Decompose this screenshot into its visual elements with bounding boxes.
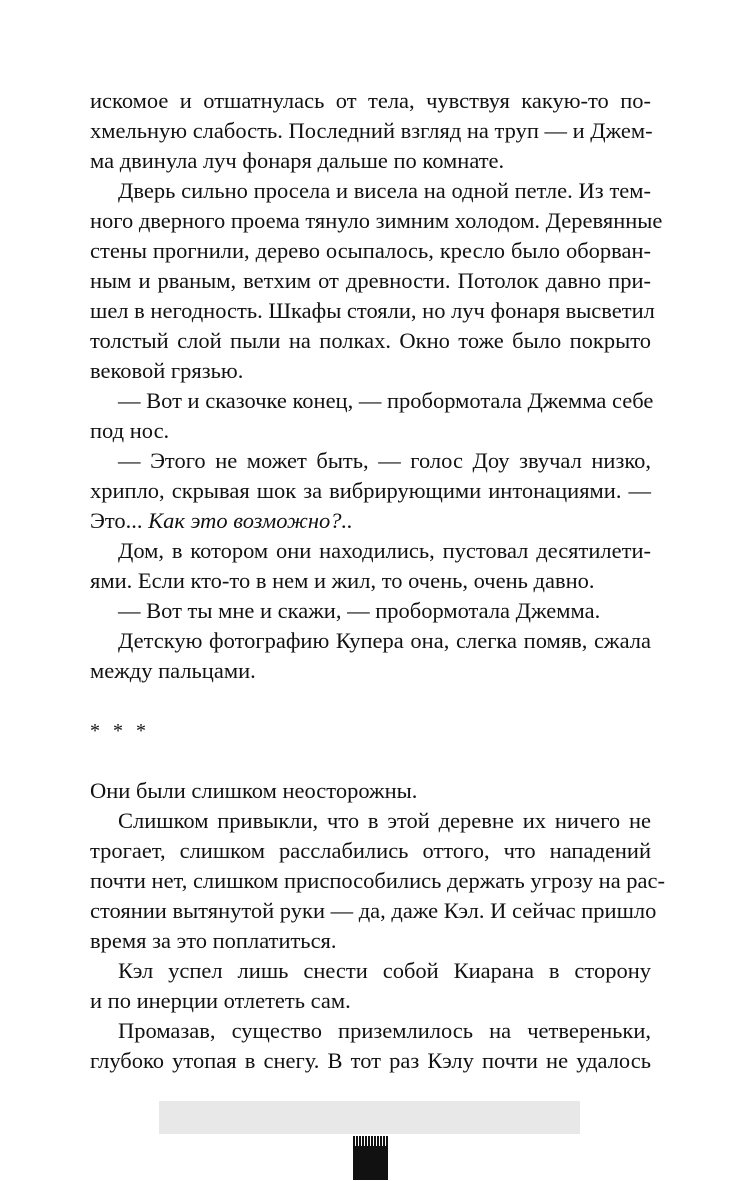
text-line: Дом, в котором они находились, пустовал десятилети- bbox=[118, 538, 651, 563]
printer-mark bbox=[353, 1136, 388, 1180]
footer-gray-band bbox=[159, 1101, 580, 1134]
paragraph-8 bbox=[90, 776, 651, 806]
text-line: Кэл успел лишь снести собой Киарана в сторону bbox=[118, 958, 651, 983]
paragraph-10 bbox=[90, 956, 651, 1016]
text-line: хмельную слабость. Последний взгляд на труп — и Джем- bbox=[90, 118, 653, 143]
text-line: почти нет, слишком приспособились держать угрозу на рас- bbox=[90, 868, 666, 893]
text-line: ного дверного проема тянуло зимним холодом. Деревянные bbox=[90, 208, 663, 233]
text-line: и по инерции отлететь сам. bbox=[90, 988, 351, 1013]
text-line: под нос. bbox=[90, 418, 170, 443]
paragraph-6 bbox=[90, 596, 651, 626]
text-line: Промазав, существо приземлилось на четвереньки, bbox=[118, 1018, 651, 1043]
text-line: искомое и отшатнулась от тела, чувствуя какую-то по- bbox=[90, 88, 651, 113]
text-line: трогает, слишком расслабились оттого, что нападений bbox=[90, 838, 651, 863]
text-line: ями. Если кто-то в нем и жил, то очень, очень давно. bbox=[90, 568, 595, 593]
paragraph-7 bbox=[90, 626, 651, 686]
text-line: ма двинула луч фонаря дальше по комнате. bbox=[90, 148, 505, 173]
text-line: хрипло, скрывая шок за вибрирующими интонациями. — bbox=[90, 478, 651, 503]
text-line: — Этого не может быть, — голос Доу звучал низко, bbox=[118, 448, 651, 473]
paragraph-11 bbox=[90, 1016, 651, 1076]
text-line: вековой грязью. bbox=[90, 358, 244, 383]
text-line: — Вот и сказочке конец, — пробормотала Джемма себе bbox=[118, 388, 654, 413]
paragraph-1 bbox=[90, 86, 651, 176]
text-line: стены прогнили, дерево осыпалось, кресло было оборван- bbox=[90, 238, 651, 263]
text-line: время за это поплатиться. bbox=[90, 928, 337, 953]
text-line: — Вот ты мне и скажи, — пробормотала Джемма. bbox=[118, 598, 601, 623]
paragraph-2 bbox=[90, 176, 663, 386]
paragraph-4 bbox=[90, 446, 651, 536]
text-line: между пальцами. bbox=[90, 658, 256, 683]
text-line: глубоко утопая в снегу. В тот раз Кэлу почти не удалось bbox=[90, 1048, 651, 1073]
text-line: толстый слой пыли на полках. Окно тоже было покрыто bbox=[90, 328, 651, 353]
text-line: Дверь сильно просела и висела на одной петле. Из тем- bbox=[118, 178, 651, 203]
text-line: Слишком привыкли, что в этой деревне их ничего не bbox=[118, 808, 651, 833]
paragraph-9 bbox=[90, 806, 666, 956]
text-line: Они были слишком неосторожны. bbox=[90, 778, 418, 803]
text-line: ным и рваным, ветхим от древности. Потолок давно при- bbox=[90, 268, 651, 293]
text-line: стоянии вытянутой руки — да, даже Кэл. И сейчас пришло bbox=[90, 898, 657, 923]
text-line: шел в негодность. Шкафы стояли, но луч фонаря высветил bbox=[90, 298, 655, 323]
paragraph-3 bbox=[90, 386, 654, 446]
text-line bbox=[90, 506, 651, 536]
text-line: Детскую фотографию Купера она, слегка помяв, сжала bbox=[118, 628, 651, 653]
section-separator: * * * bbox=[90, 720, 150, 742]
italic-fragment: Как это возможно?.. bbox=[148, 508, 353, 533]
text-fragment: Это... bbox=[90, 508, 149, 533]
book-page-text bbox=[90, 86, 666, 1076]
paragraph-5 bbox=[90, 536, 651, 596]
